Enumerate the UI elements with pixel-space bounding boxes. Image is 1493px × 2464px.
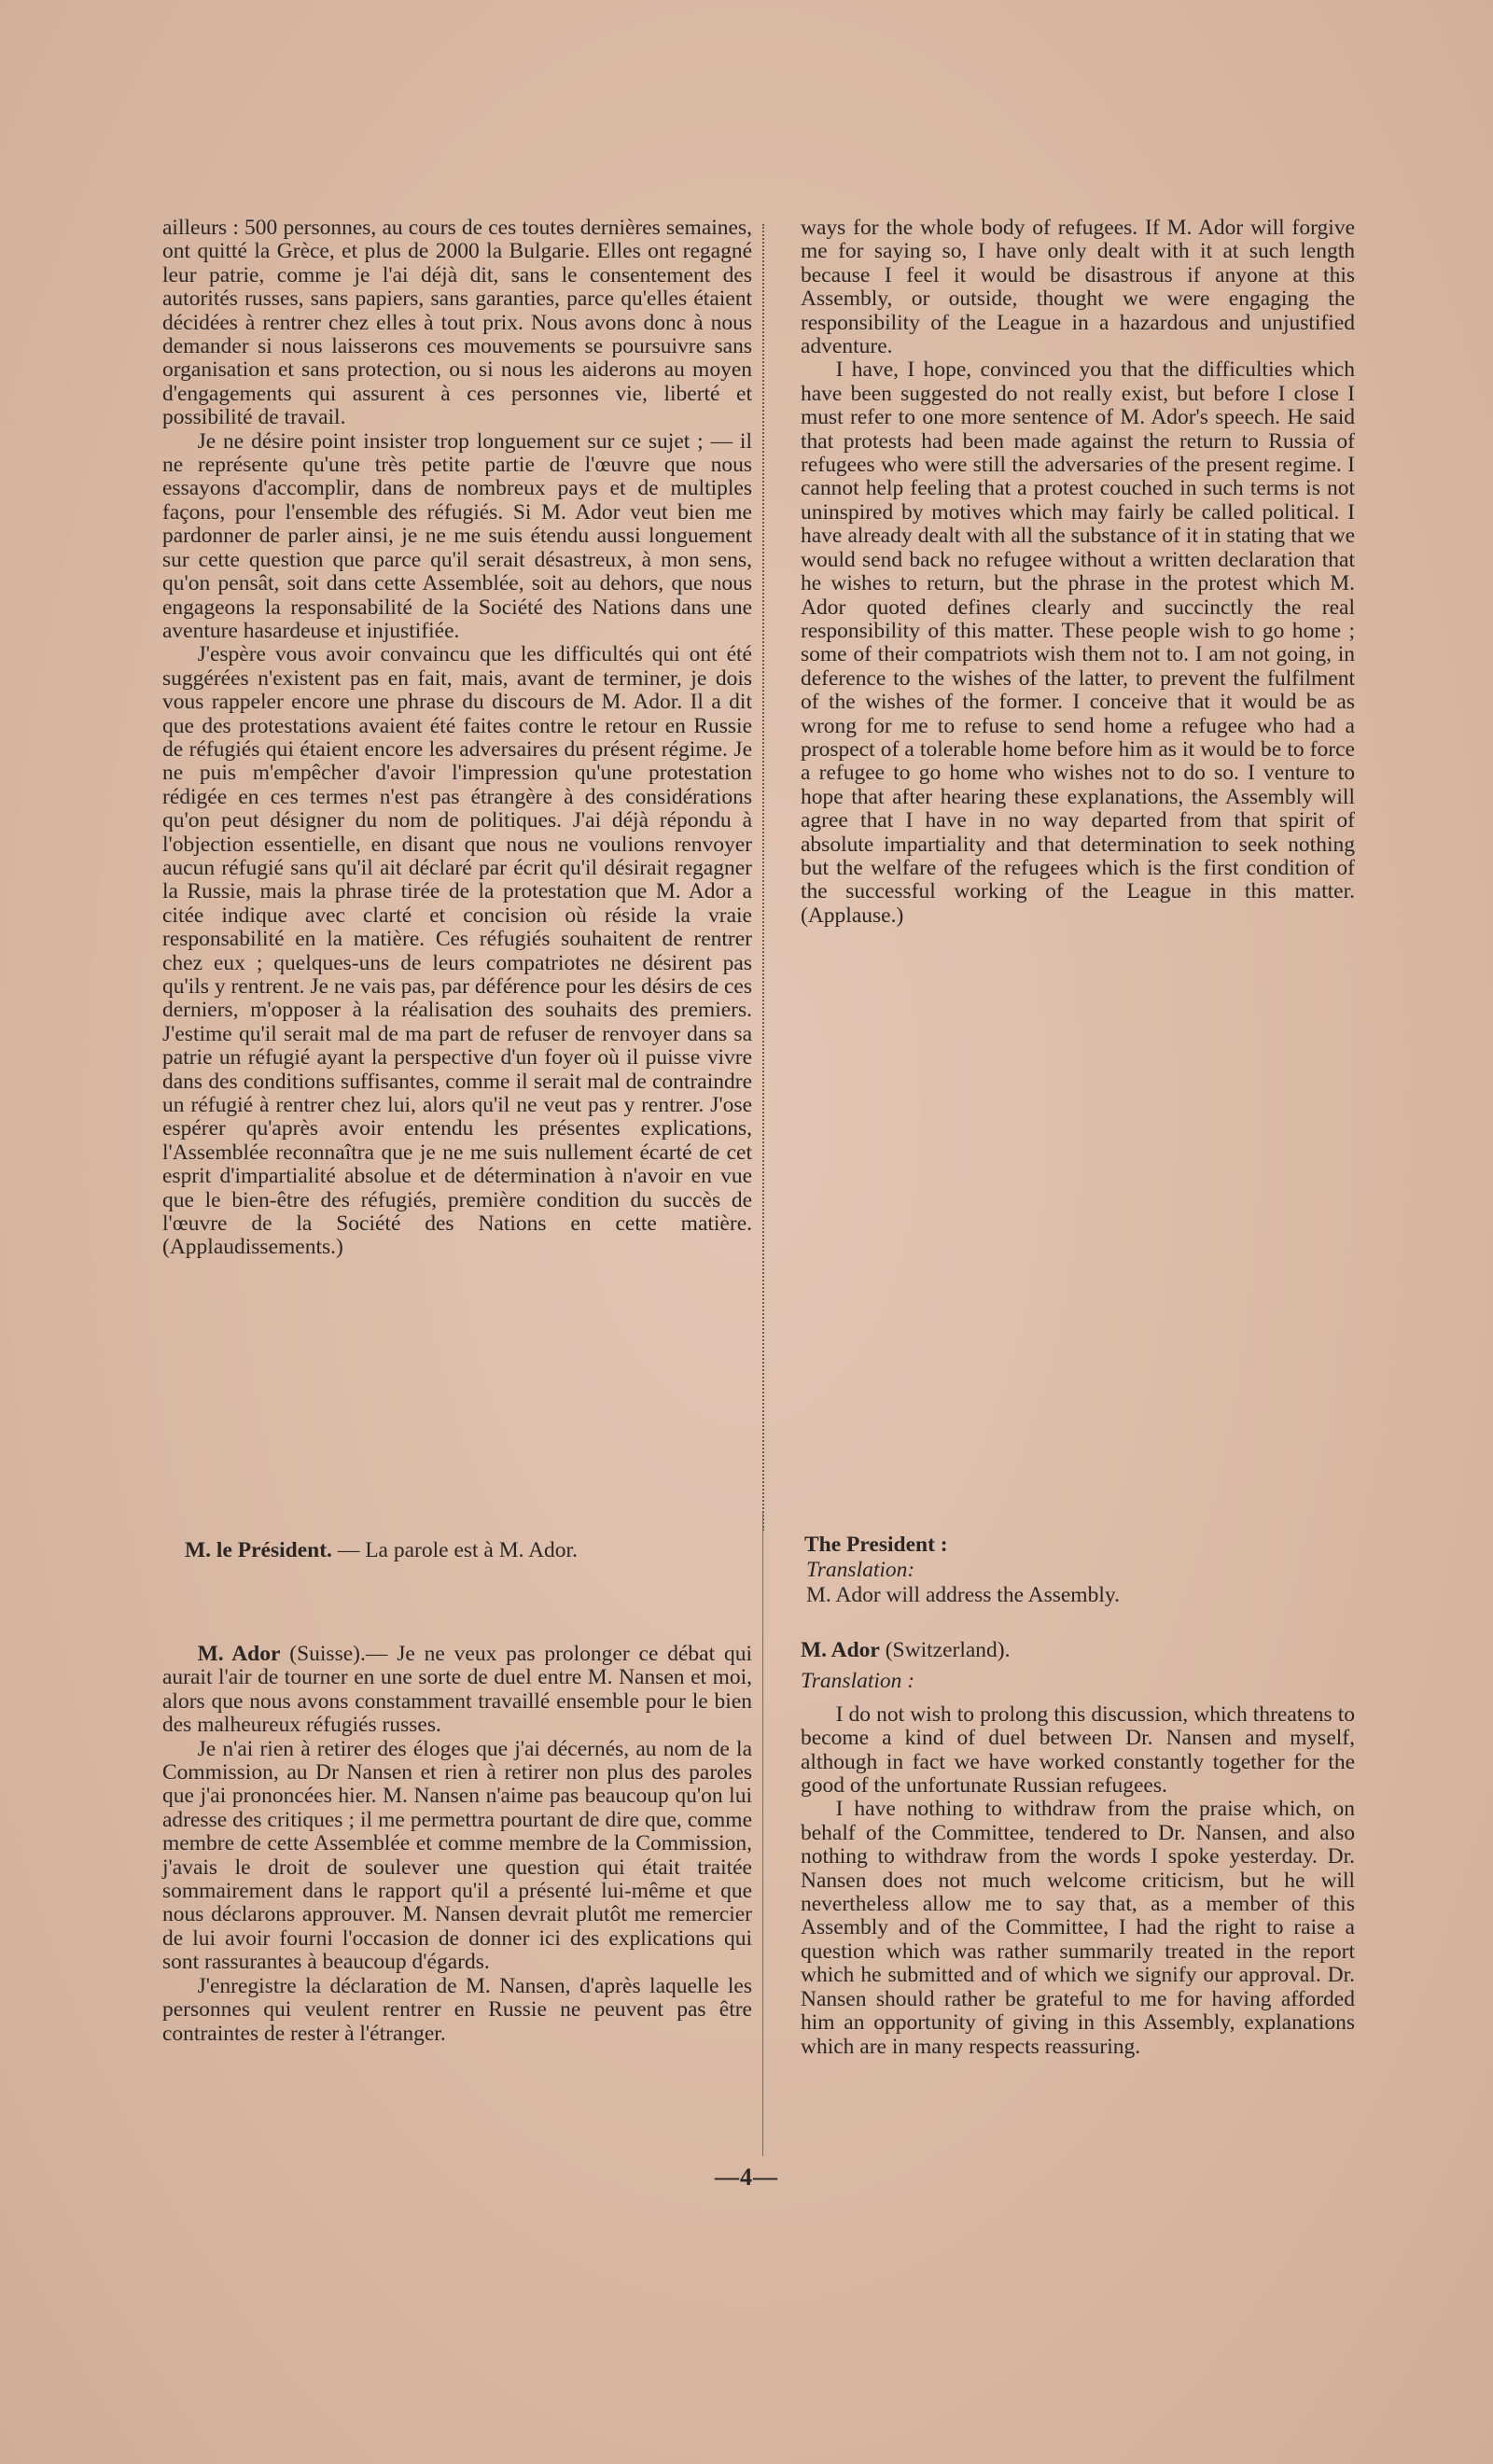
ador-speech-english (801, 1639, 1355, 2059)
translation-label: Translation : (801, 1669, 915, 1694)
paragraph: ways for the whole body of refugees. If M. Ador will forgive me for saying so, I have only dealt with it at such length because I feel it would be disastrous if anyone at this Assembly, or outside, thought we were engaging the responsibility of the League in a hazardous and unjustified adventure. (801, 216, 1355, 359)
paragraph: J'espère vous avoir convaincu que les difficultés qui ont été suggérées n'existent pas en fait, mais, avant de terminer, je dois vous rappeler encore une phrase du discours de M. Ador. Il a dit que des protestations avaient été faites contre le retour en Russie de réfugiés qui étaient encore les adversaires du présent régime. Je ne puis m'empêcher d'avoir l'impression qu'une protestation rédigée en ces termes n'est pas étrangère à des considérations qu'on peut désigner du nom de politiques. J'ai déjà répondu à l'objection essentielle, en disant que nous ne voulions renvoyer aucun réfugié sans qu'il ait déclaré par écrit qu'il désirait regagner la Russie, mais la phrase tirée de la protestation que M. Ador a citée indique avec clarté et concision où réside la vraie responsabilité en la matière. Ces réfugiés souhaitent de rentrer chez eux ; quelques-uns de leurs compatriotes ne désirent pas qu'ils y rentrent. Je ne vais pas, par déférence pour les désirs de ces derniers, m'opposer à la réalisation des souhaits des premiers. J'estime qu'il serait mal de ma part de refuser de renvoyer dans sa patrie un réfugié ayant la perspective d'un foyer où il puisse vivre dans des conditions suffisantes, comme il serait mal de contraindre un réfugié à rentrer chez lui, alors qu'il ne veut pas y rentrer. J'ose espérer qu'après avoir entendu les présentes explications, l'Assemblée reconnaîtra que je ne me suis nullement écarté de cet esprit d'impartialité absolue et de détermination à n'avoir en vue que le bien-être des réfugiés, première condition du succès de l'œuvre de la Société des Nations en cette matière. (Applaudissements.) (162, 642, 752, 1260)
speaker-name: M. Ador (197, 1642, 281, 1666)
remark-text: M. Ador will address the Assembly. (806, 1583, 1120, 1607)
paragraph: I have, I hope, convinced you that the difficulties which have been suggested do not really exist, but before I close I must refer to one more sentence of M. Ador's speech. He said that protests had been made against the return to Russia of refugees who were still the adversaries of the present regime. I cannot help feeling that a protest couched in such terms is not uninspired by motives which may fairly be called political. I have already dealt with all the substance of it in stating that we would send back no refugee without a written declaration that he wishes to return, but the phrase in the protest which M. Ador quoted defines clearly and succinctly the real responsibility of this matter. These people wish to go home ; some of their compatriots wish them not to. I am not going, in deference to the wishes of the latter, to prevent the fulfilment of the wishes of the former. I conceive that it would be as wrong for me to refuse to send home a refugee who had a prospect of a tolerable home before him as it would be to force a refugee to go home who wishes not to do so. I venture to hope that after hearing these explanations, the Assembly will agree that I have in no way departed from that spirit of absolute impartiality and that determination to seek nothing but the welfare of the refugees which is the first condition of the successful working of the League in this matter. (Applause.) (801, 357, 1355, 928)
ador-speech-french (162, 1643, 752, 2046)
speaker-country: (Switzerland). (879, 1638, 1011, 1662)
speaker-country: (Suisse). (280, 1642, 366, 1666)
paragraph: I have nothing to withdraw from the praise which, on behalf of the Committee, tendered to Dr. Nansen, and also nothing to withdraw from the words I spoke yesterday. Dr. Nansen does not much welcome criticism, but he will nevertheless allow me to say that, as a member of this Assembly and of the Committee, I had the right to raise a question which was rather summarily treated in the report which he submitted and of which we signify our approval. Dr. Nansen should rather be grateful to me for having afforded him an opportunity of giving in this Assembly, explanations which are in many respects reassuring. (801, 1797, 1355, 2059)
speaker-name: M. le Président. (185, 1538, 332, 1562)
president-remark-english (804, 1533, 1355, 1608)
left-column-french (162, 217, 752, 1260)
remark-text: — La parole est à M. Ador. (331, 1538, 578, 1562)
translation-label: Translation: (806, 1558, 915, 1582)
speaker-name: M. Ador (801, 1638, 880, 1662)
paragraph: I do not wish to prolong this discussion, which threatens to become a kind of duel between Dr. Nansen and myself, although in fact we have worked constantly together for the good of the unfortunate Russian refugees. (801, 1701, 1355, 1799)
column-divider-bottom (762, 1512, 763, 2156)
speaker-name: The President : (804, 1533, 948, 1557)
paragraph: Je n'ai rien à retirer des éloges que j'ai décernés, au nom de la Commission, au Dr Nansen et rien à retirer non plus des paroles que j'ai prononcées hier. M. Nansen n'aime pas beaucoup qu'on lui adresse des critiques ; il me permettra pourtant de dire que, comme membre de cette Assemblée et comme membre de la Commission, j'avais le droit de soulever une question qui était traitée sommairement dans le rapport qu'il a présenté lui-même et que nous déclarons approuver. M. Nansen devrait plutôt me remercier de lui avoir fourni l'occasion de donner ici des explications qui sont rassurantes à beaucoup d'égards. (162, 1736, 752, 1975)
column-divider-top (762, 224, 764, 1531)
page-number: —4— (715, 2163, 778, 2191)
paragraph: ailleurs : 500 personnes, au cours de ces toutes dernières semaines, ont quitté la Grèce, et plus de 2000 la Bulgarie. Elles ont regagné leur patrie, comme je l'ai déjà dit, sans le consentement des autorités russes, sans papiers, sans garanties, parce qu'elles étaient décidées à rentrer chez elles à tout prix. Nous avons donc à nous demander si nous laisserons ces mouvements se poursuivre sans organisation et sans protection, ou si nous les aiderons au moyen d'engagements qui assurent à ces personnes vie, liberté et possibilité de travail. (162, 216, 752, 430)
president-remark-french (185, 1538, 745, 1563)
paragraph: Je ne désire point insister trop longuement sur ce sujet ; — il ne représente qu'une très petite partie de l'œuvre que nous essayons d'accomplir, dans de nombreux pays et de multiples façons, pour l'ensemble des réfugiés. Si M. Ador veut bien me pardonner de parler ainsi, je ne me suis étendu aussi longuement sur cette question que parce qu'il serait désastreux, à mon sens, qu'on pensât, soit dans cette Assemblée, soit au dehors, que nous engageons la responsabilité de la Société des Nations dans une aventure hasardeuse et injustifiée. (162, 428, 752, 643)
right-column-english (801, 217, 1355, 928)
paragraph: J'enregistre la déclaration de M. Nansen, d'après laquelle les personnes qui veulent rentrer en Russie ne peuvent pas être contraintes de rester à l'étranger. (162, 1973, 752, 2046)
paragraph: — Je ne veux pas prolonger ce débat qui aurait l'air de tourner en une sorte de duel entre M. Nansen et moi, alors que nous avons constamment travaillé ensemble pour le bien des malheureux réfugiés russes. (162, 1642, 752, 1738)
